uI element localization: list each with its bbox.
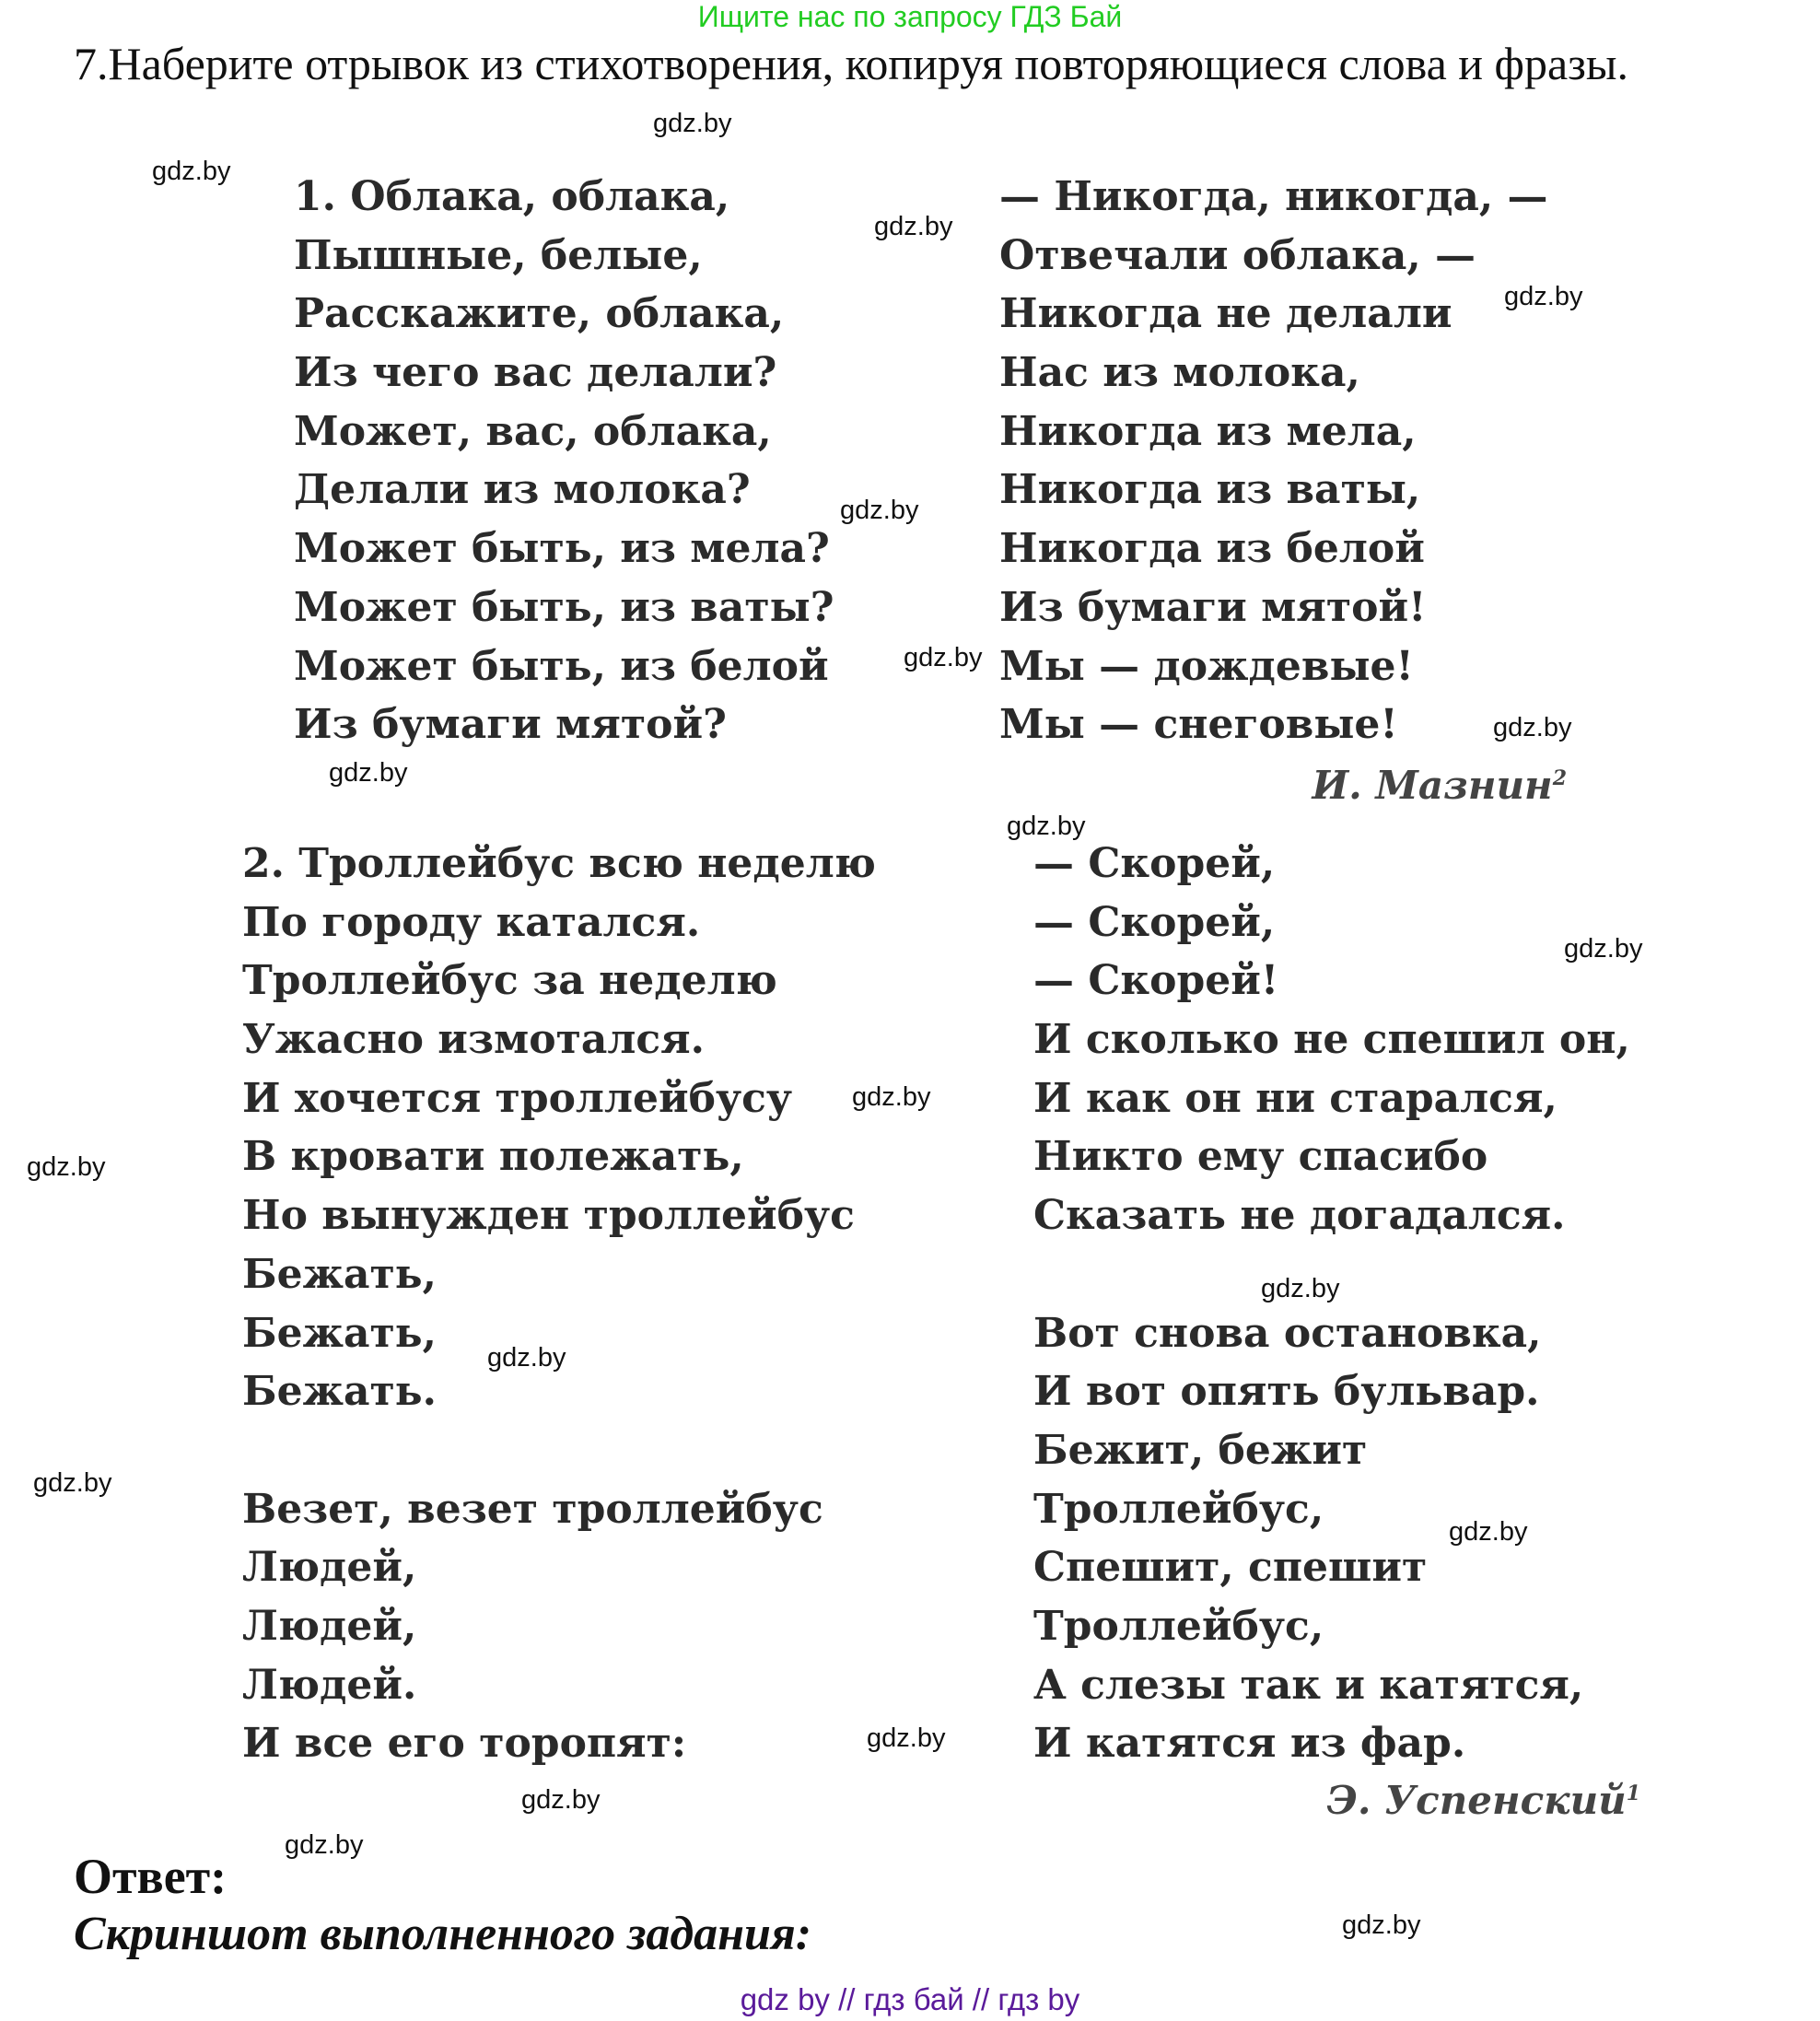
- poem-line: 2. Троллейбус всю неделю: [242, 840, 876, 887]
- poem-line: Людей,: [242, 1602, 417, 1650]
- poem-line: И сколько не спешил он,: [1033, 1016, 1630, 1064]
- poem-line: Никогда из мела,: [999, 407, 1417, 455]
- author-name: И. Мазнин: [1312, 763, 1553, 808]
- poem-line: Бежит, бежит: [1033, 1426, 1368, 1474]
- poem-line: Троллейбус,: [1033, 1485, 1324, 1533]
- poem-line: Из чего вас делали?: [294, 349, 777, 397]
- poem-line: И вот опять бульвар.: [1033, 1368, 1540, 1416]
- poem-line: — Никогда, никогда, —: [999, 173, 1548, 220]
- footnote-mark: 2: [1552, 766, 1567, 790]
- poem-line: 1. Облака, облака,: [294, 173, 730, 220]
- poem-line: Нас из молока,: [999, 349, 1360, 397]
- watermark: gdz.by: [904, 643, 983, 672]
- poem-line: Бежать.: [242, 1368, 437, 1416]
- footer-links: gdz by // гдз бай // гдз by: [740, 1982, 1080, 2016]
- poem-line: А слезы так и катятся,: [1033, 1661, 1584, 1709]
- poem-line: И как он ни старался,: [1033, 1074, 1558, 1122]
- watermark: gdz.by: [1504, 282, 1583, 311]
- watermark: gdz.by: [487, 1343, 566, 1373]
- poem-line: Никто ему спасибо: [1033, 1133, 1488, 1181]
- answer-label: Ответ:: [74, 1849, 228, 1904]
- poem2-author: [1326, 1778, 1640, 1823]
- watermark: gdz.by: [840, 496, 919, 525]
- poem-line: Сказать не догадался.: [1033, 1192, 1566, 1240]
- poem-line: Людей.: [242, 1661, 417, 1709]
- watermark: gdz.by: [1261, 1274, 1340, 1303]
- poem-line: И хочется троллейбусу: [242, 1074, 793, 1122]
- poem-line: Везет, везет троллейбус: [242, 1485, 823, 1533]
- poem-line: Мы — снеговые!: [999, 701, 1398, 749]
- watermark: gdz.by: [521, 1785, 601, 1815]
- poem-line: Бежать,: [242, 1250, 437, 1298]
- poem-line: Троллейбус за неделю: [242, 957, 777, 1005]
- watermark: gdz.by: [653, 109, 732, 138]
- search-banner: Ищите нас по запросу ГДЗ Бай: [697, 0, 1123, 33]
- poem1-left-column: [294, 168, 834, 754]
- poem-line: Никогда из белой: [999, 525, 1425, 573]
- watermark: gdz.by: [867, 1723, 946, 1753]
- poem-line: И все его торопят:: [242, 1720, 687, 1768]
- poem2-left-column: [242, 835, 876, 1773]
- poem-line: Может быть, из ваты?: [294, 583, 834, 631]
- watermark: gdz.by: [1493, 713, 1572, 742]
- poem-line: Пышные, белые,: [294, 231, 703, 279]
- watermark: gdz.by: [152, 157, 231, 186]
- watermark: gdz.by: [329, 758, 408, 788]
- poem-line: Вот снова остановка,: [1033, 1309, 1542, 1357]
- poem-line: Из бумаги мятой!: [999, 583, 1427, 631]
- watermark: gdz.by: [852, 1082, 931, 1112]
- poem-line: Может, вас, облака,: [294, 407, 772, 455]
- poem-line: Может быть, из мела?: [294, 525, 830, 573]
- poem-line: В кровати полежать,: [242, 1133, 744, 1181]
- poem1-right-column: [999, 168, 1547, 754]
- poem-line: Мы — дождевые!: [999, 642, 1414, 690]
- watermark: gdz.by: [33, 1468, 112, 1498]
- poem-line: Из бумаги мятой?: [294, 701, 727, 749]
- poem-line: Троллейбус,: [1033, 1602, 1324, 1650]
- task-heading: 7.Наберите отрывок из стихотворения, копируя повторяющиеся слова и фразы.: [74, 38, 1628, 89]
- poem-line: — Скорей,: [1033, 840, 1276, 887]
- author-name: Э. Успенский: [1326, 1778, 1627, 1823]
- watermark: gdz.by: [1564, 934, 1643, 964]
- footnote-mark: 1: [1626, 1782, 1640, 1805]
- poem-line: — Скорей!: [1033, 957, 1279, 1005]
- watermark: gdz.by: [1449, 1517, 1528, 1547]
- poem-line: И катятся из фар.: [1033, 1720, 1466, 1768]
- watermark: gdz.by: [1007, 812, 1086, 841]
- watermark: gdz.by: [285, 1830, 364, 1860]
- watermark: gdz.by: [1342, 1910, 1421, 1940]
- poem-line: Никогда не делали: [999, 290, 1452, 338]
- poem-line: Никогда из ваты,: [999, 466, 1421, 514]
- poem-line: Людей,: [242, 1544, 417, 1592]
- poem-line: По городу катался.: [242, 898, 701, 946]
- poem-line: Но вынужден троллейбус: [242, 1192, 855, 1240]
- poem-line: Спешит, спешит: [1033, 1544, 1428, 1592]
- poem-line: [242, 1421, 876, 1480]
- poem-line: Ужасно измотался.: [242, 1016, 706, 1064]
- watermark: gdz.by: [874, 212, 953, 241]
- poem-line: Может быть, из белой: [294, 642, 829, 690]
- poem-line: Расскажите, облака,: [294, 290, 785, 338]
- screenshot-label: Скриншот выполненного задания:: [74, 1908, 812, 1960]
- watermark: gdz.by: [27, 1152, 106, 1182]
- poem-line: Делали из молока?: [294, 466, 751, 514]
- poem-line: Бежать,: [242, 1309, 437, 1357]
- poem-line: — Скорей,: [1033, 898, 1276, 946]
- poem-line: Отвечали облака, —: [999, 231, 1476, 279]
- poem1-author: [1312, 763, 1567, 808]
